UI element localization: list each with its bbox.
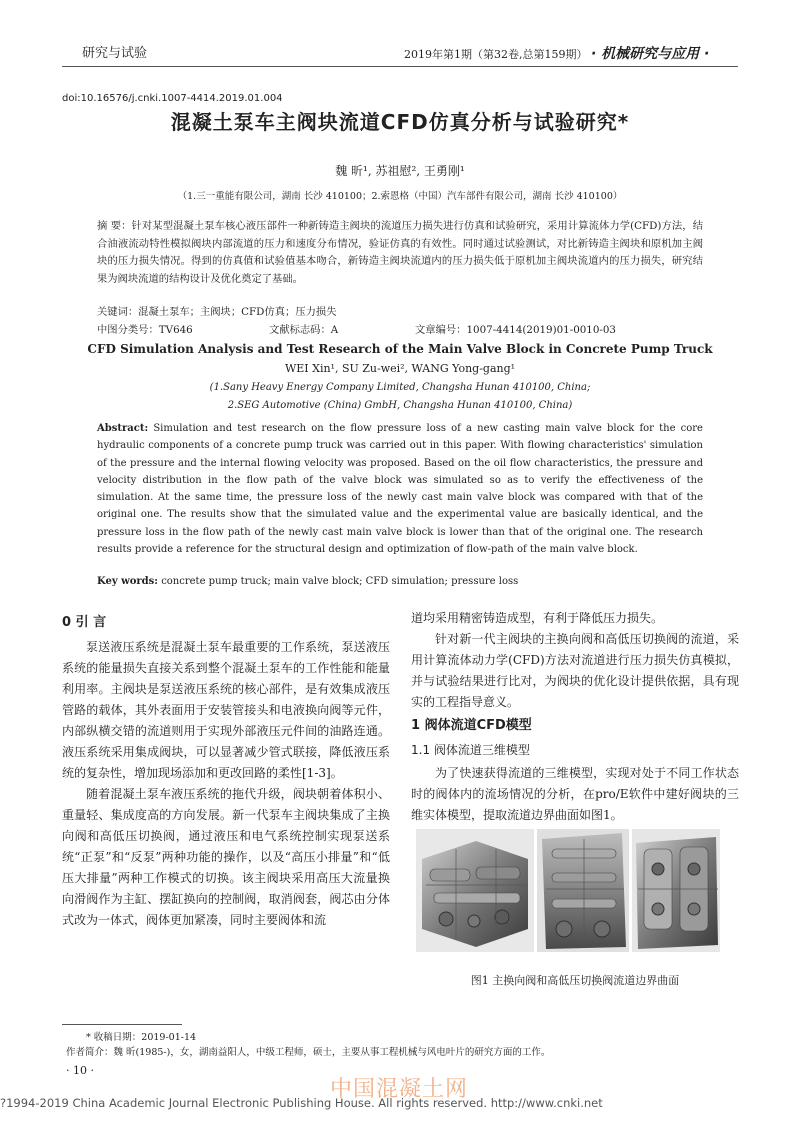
header-section-label: 研究与试验 [82,46,148,61]
footnote-author-bio: 作者简介：魏 昕(1985-)，女，湖南益阳人，中级工程师，硕士，主要从事工程机械与风电叶片的研究方面的工作。 [66,1047,551,1058]
body-right-column [411,608,739,826]
english-authors: WEI Xin¹, SU Zu-wei², WANG Yong-gang¹ [284,362,516,375]
english-title: CFD Simulation Analysis and Test Research of the Main Valve Block in Concrete Pump Truck [87,342,713,356]
section-1-1-heading: 1.1 阀体流道三维模型 [411,743,530,757]
document-code: 文献标志码：A [269,324,339,336]
clc-number: 中图分类号：TV646 [97,324,193,336]
english-abstract-text: Simulation and test research on the flow pressure loss of a new casting main valve block for the core hydraulic components of a concrete pump truck was carried out in this paper. With flowing characteristics' simulation of the pressure and the internal flowing velocity was proposed. Based on the oil flow characteristics, the pressure and velocity distribution in the flow path of the valve block was simulated so as to verify the effectiveness of the simulation. At the same time, the pressure loss of the newly cast main valve block was compared with that of the original one. The results show that the simulated value and the experimental value are basically identical, and the pressure loss in the flow path of the newly cast main valve block is lower than that of the original one. The research results provide a reference for the structural design and optimization of flow-path of the main valve block. [97,423,703,556]
body-left-column [62,610,390,931]
abstract-cn-text: 针对某型混凝土泵车核心液压部件一种新铸造主阀块的流道压力损失进行仿真和试验研究，采用计算流体力学(CFD)方法，结合油液流动特性模拟阀块内部流道的压力和速度分布情况，验证仿真的有效性。同时通过试验测试，对比新铸造主阀块和原机加主阀块的压力损失情况。得到的仿真值和试验值基本吻合，新铸造主阀块流道内的压力损失低于原机加主阀块流道内的压力损失，研究结果为阀块流道的结构设计及优化奠定了基础。 [97,220,703,285]
keywords-cn: 关键词：混凝土泵车；主阀块；CFD仿真；压力损失 [97,306,337,318]
english-affiliation-1: (1.Sany Heavy Energy Company Limited, Changsha Hunan 410100, China; [209,382,591,393]
figure-panel-1 [416,829,534,952]
watermark: 中国混凝土网 [330,1077,469,1102]
header-divider [62,66,738,67]
figure-1-valve-flowpath-renderings [416,829,720,952]
body-paragraph: 泵送液压系统是混凝土泵车最重要的工作系统，泵送液压系统的能量损失直接关系到整个混凝土泵车的工作性能和能量利用率。主阀块是泵送液压系统的核心部件，是有效集成液压管路的载体，其外表面用于安装管接头和电液换向阀等元件，内部纵横交错的流道则用于实现外部液压元件间的油路连通。液压系统采用集成阀块，可以显著减少管式联接，降低液压系统的复杂性，增加现场添加和更改回路的柔性[1-3]。 [62,640,390,780]
header-issue: 2019年第1期（第32卷,总第159期） [404,48,588,61]
abstract-cn [97,218,703,288]
authors: 魏 昕¹, 苏祖慰², 王勇刚¹ [335,164,465,178]
article-number: 文章编号：1007-4414(2019)01-0010-03 [415,324,616,336]
affiliations: （1.三一重能有限公司，湖南 长沙 410100；2.索恩格（中国）汽车部件有限公司，湖南 长沙 410100） [177,191,623,202]
footnote-divider [62,1024,182,1025]
figure-panel-2 [537,829,629,952]
body-paragraph: 针对新一代主阀块的主换向阀和高低压切换阀的流道，采用计算流体动力学(CFD)方法对流道进行压力损失仿真模拟，并与试验结果进行比对，为阀块的优化设计提供依据，具有现实的工程指导意义。 [411,632,739,709]
figure-panel-3 [632,829,720,952]
body-paragraph: 为了快速获得流道的三维模型，实现对处于不同工作状态时的阀体内的流场情况的分析，在pro/E软件中建好阀块的三维实体模型，提取流道边界曲面如图1。 [411,766,739,822]
english-keywords [97,576,518,587]
section-1-heading: 1 阀体流道CFD模型 [411,718,532,733]
body-paragraph: 随着混凝土泵车液压系统的拖代升级，阀块朝着体积小、重量轻、集成度高的方向发展。新一代泵车主阀块集成了主换向阀和高低压切换阀，通过液压和电气系统控制实现泵送系统“正泵”和“反泵”两种功能的操作，以及“高压小排量”和“低压大排量”两种工作模式的切换。该主阀块采用高压大流量换向滑阀作为主缸、摆缸换向的控制阀，取消阀套，阀芯由分体式改为一体式，阀体更加紧凑，同时主要阀体和流 [62,787,390,927]
english-abstract-label: Abstract: [97,423,149,434]
abstract-cn-label: 摘 要： [97,220,132,232]
english-keywords-text: concrete pump truck; main valve block; CFD simulation; pressure loss [161,576,519,587]
header-issue-info [404,43,709,63]
page-number: · 10 · [66,1064,94,1077]
header-journal-name: · 机械研究与应用 · [590,46,710,62]
english-abstract [97,420,703,558]
body-paragraph: 道均采用精密铸造成型，有利于降低压力损失。 [411,611,664,625]
footnote-received-date: * 收稿日期：2019-01-14 [86,1032,197,1043]
english-affiliation-2: 2.SEG Automotive (China) GmbH, Changsha Hunan 410100, China) [227,400,573,411]
paper-title: 混凝土泵车主阀块流道CFD仿真分析与试验研究* [170,110,630,134]
english-keywords-label: Key words: [97,576,158,587]
figure-1-caption: 图1 主换向阀和高低压切换阀流道边界曲面 [470,974,680,987]
doi: doi:10.16576/j.cnki.1007-4414.2019.01.004 [62,93,283,104]
section-0-heading: 0 引 言 [62,615,107,630]
copyright-line: ?1994-2019 China Academic Journal Electronic Publishing House. All rights reserved. http://www.cnki.net [0,1096,603,1110]
